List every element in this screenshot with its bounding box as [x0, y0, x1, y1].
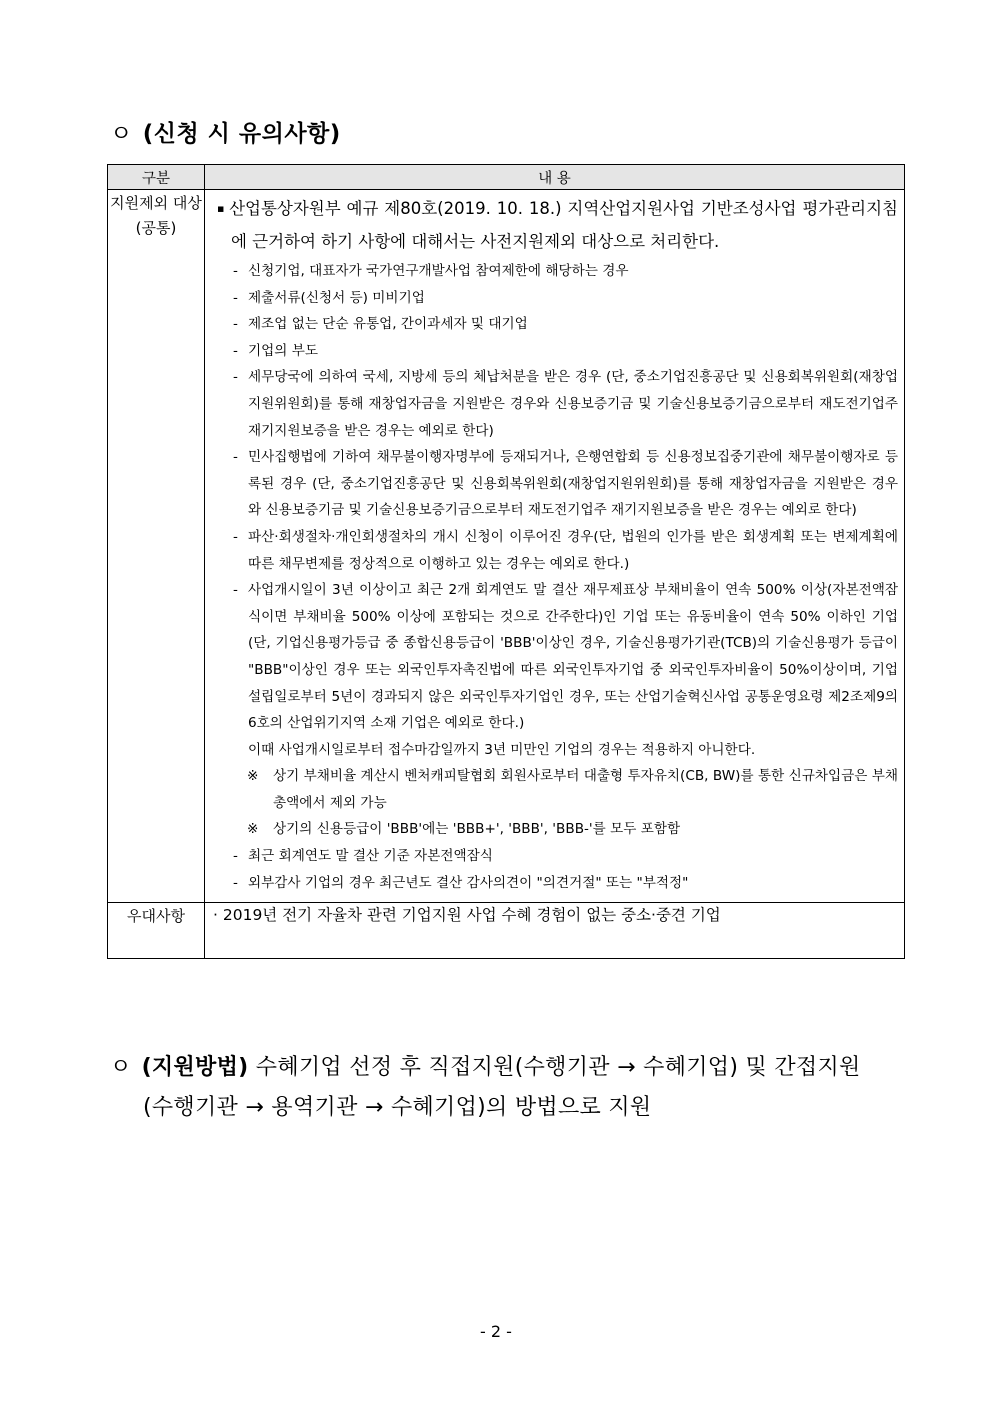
support-method-section [110, 1048, 900, 1128]
page-number: - 2 - [480, 1322, 512, 1341]
table-row-preference [108, 903, 905, 959]
list-item: - 세무당국에 의하여 국세, 지방세 등의 체납처분을 받은 경우 (단, 중소기업진흥공단 및 신용회복위원회(재창업지원위원회)를 통해 재창업자금을 지원받은 경우와 신용보증기금 및 기술신용보증기금으로부터 재도전기업주 재기지원보증을 받은 경우는 예외로 한다) [233, 369, 898, 439]
row-label-exclusion: 지원제외 대상(공통) [108, 190, 205, 903]
lead-paragraph: ▪ 산업통상자원부 예규 제80호(2019. 10. 18.) 지역산업지원사업 기반조성사업 평가관리지침에 근거하여 하기 사항에 대해서는 사전지원제외 대상으로 처리한다. [217, 199, 898, 251]
list-item-continuation: 이때 사업개시일로부터 접수마감일까지 3년 미만인 기업의 경우는 적용하지 아니한다. [248, 741, 756, 758]
list-item: - 제조업 없는 단순 유통업, 간이과세자 및 대기업 [233, 316, 528, 333]
header-category: 구분 [108, 165, 205, 190]
circle-bullet-icon: ㅇ [110, 121, 133, 147]
section-heading [110, 115, 341, 148]
row-label-preference: 우대사항 [108, 903, 205, 959]
reference-mark-icon: ※ [247, 821, 259, 838]
list-item: - 기업의 부도 [233, 342, 318, 359]
table-header-row [108, 165, 905, 190]
list-item: - 신청기업, 대표자가 국가연구개발사업 참여제한에 해당하는 경우 [233, 263, 629, 279]
list-item: - 최근 회계연도 말 결산 기준 자본전액잠식 [233, 848, 493, 865]
note-item: ※ 상기 부채비율 계산시 벤처캐피탈협회 회원사로부터 대출형 투자유치(CB, BW)를 통한 신규차입금은 부채총액에서 제외 가능 [233, 763, 898, 816]
table-row-exclusion [108, 190, 905, 903]
list-item: - 민사집행법에 기하여 채무불이행자명부에 등재되거나, 은행연합회 등 신용정보집중기관에 채무불이행자로 등록된 경우 (단, 중소기업진흥공단 및 신용회복위원회(재창업지원위원회)를 통해 재창업자금을 지원받은 경우와 신용보증기금 및 기술신용보증기금으로부터 재도전기업주 재기지원보증을 받은 경우는 예외로 한다) [233, 449, 898, 519]
notes-table [107, 164, 905, 959]
row-content-exclusion [205, 190, 905, 903]
list-item: - 제출서류(신청서 등) 미비기업 [233, 289, 425, 306]
list-item: - 외부감사 기업의 경우 최근년도 결산 감사의견이 "의견거절" 또는 "부적정" [233, 874, 689, 891]
list-item: - 사업개시일이 3년 이상이고 최근 2개 회계연도 말 결산 재무제표상 부채비율이 연속 500% 이상(자본전액잠식이면 부채비율 500% 이상에 포함되는 것으로 간주한다)인 기업 또는 유동비율이 연속 50% 이하인 기업 (단, 기업신용평가등급 중 종합신용등급이 'BBB'이상인 경우, 기술신용평가기관(TCB)의 기술신용평가 등급이 "BBB"이상인 경우 또는 외국인투자촉진법에 따른 외국인투자기업 중 외국인투자비율이 50%이상이며, 기업설립일로부터 5년이 경과되지 않은 외국인투자기업인 경우, 또는 산업기술혁신사업 공통운영요령 제2조제9의6호의 산업위기지역 소재 기업은 예외로 한다.) [233, 582, 898, 732]
list-item: - 파산·회생절차·개인회생절차의 개시 신청이 이루어진 경우(단, 법원의 인가를 받은 회생계획 또는 변제계획에 따른 채무변제를 정상적으로 이행하고 있는 경우는 예외로 한다.) [233, 528, 898, 572]
header-content: 내 용 [205, 165, 905, 190]
reference-mark-icon: ※ [247, 768, 259, 785]
support-method-line2: (수행기관 → 용역기관 → 수혜기업)의 방법으로 지원 [143, 1095, 652, 1120]
support-method-line1: ㅇ (지원방법) 수혜기업 선정 후 직접지원(수행기관 → 수혜기업) 및 간접지원 [110, 1055, 861, 1080]
circle-bullet-icon: ㅇ [110, 1055, 132, 1080]
row-content-preference: · 2019년 전기 자율차 관련 기업지원 사업 수혜 경험이 없는 중소·중견 기업 [205, 903, 905, 959]
support-method-label: (지원방법) [141, 1055, 249, 1080]
note-item: ※ 상기의 신용등급이 'BBB'에는 'BBB+', 'BBB', 'BBB-'를 모두 포함함 [233, 816, 898, 843]
section-title: (신청 시 유의사항) [142, 121, 341, 147]
exclusion-list [213, 258, 898, 896]
square-bullet-icon: ▪ [217, 202, 226, 215]
